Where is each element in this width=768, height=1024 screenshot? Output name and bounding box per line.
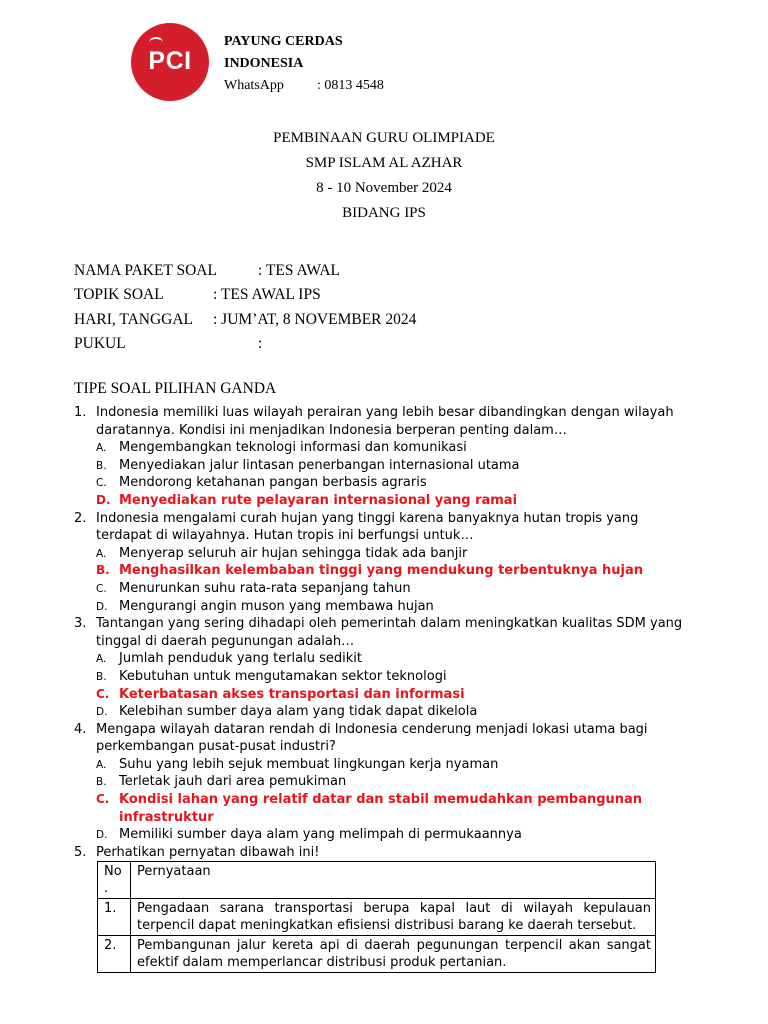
option-letter: A. — [96, 758, 107, 771]
question-number: 2. — [74, 510, 87, 526]
table-cell-no: 2. — [98, 936, 131, 973]
option-b — [96, 457, 694, 475]
title-subject: BIDANG IPS — [342, 205, 426, 221]
pci-logo — [131, 23, 209, 101]
section-title: TIPE SOAL PILIHAN GANDA — [74, 380, 277, 397]
option-text: Mengembangkan teknologi informasi dan komunikasi — [119, 440, 467, 456]
option-b — [96, 668, 694, 686]
table-cell-statement: Pengadaan sarana transportasi berupa kapal laut di wilayah kepulauan terpencil dapat meningkatkan efisiensi distribusi barang ke daerah tersebut. — [131, 899, 656, 936]
table-cell-no: 1. — [98, 899, 131, 936]
meta-value: : — [258, 334, 263, 352]
option-letter: B. — [96, 776, 107, 789]
option-letter: C. — [96, 686, 110, 701]
meta-key: HARI, TANGGAL — [74, 310, 194, 328]
question-number: 3. — [74, 616, 87, 632]
option-c — [96, 474, 694, 492]
question-5 — [74, 844, 694, 862]
question-1 — [74, 404, 694, 510]
option-letter: D. — [96, 706, 108, 719]
option-text: Mendorong ketahanan pangan berbasis agraris — [119, 475, 427, 491]
option-b — [96, 773, 694, 791]
option-text: Menyerap seluruh air hujan sehingga tidak ada banjir — [119, 545, 468, 561]
option-text: Menghasilkan kelembaban tinggi yang mendukung terbentuknya hujan — [119, 563, 644, 579]
option-letter: C. — [96, 477, 107, 490]
option-text: Memiliki sumber daya alam yang melimpah di permukaannya — [119, 827, 522, 843]
question-4 — [74, 721, 694, 844]
option-text: Menyediakan rute pelayaran internasional yang ramai — [119, 492, 518, 508]
option-text: Kondisi lahan yang relatif datar dan stabil memudahkan pembangunan infrastruktur — [119, 792, 643, 825]
statement-table — [97, 861, 656, 973]
option-letter: B. — [96, 670, 107, 683]
meta-value: : TES AWAL IPS — [213, 286, 321, 304]
question-number: 4. — [74, 721, 87, 737]
question-2 — [74, 510, 694, 616]
option-c-answer — [96, 686, 694, 704]
option-letter: B. — [96, 563, 110, 578]
table-header-statement: Pernyataan — [131, 862, 656, 899]
option-letter: A. — [96, 442, 107, 455]
option-text: Jumlah penduduk yang terlalu sedikit — [119, 651, 362, 667]
option-d — [96, 826, 694, 844]
option-letter: A. — [96, 653, 107, 666]
title-school: SMP ISLAM AL AZHAR — [305, 155, 463, 171]
title-date: 8 - 10 November 2024 — [316, 180, 452, 196]
option-letter: C. — [96, 792, 110, 807]
question-text: Tantangan yang sering dihadapi oleh pemerintah dalam meningkatkan kualitas SDM yang tinggal di daerah pegunungan adalah… — [96, 616, 683, 649]
option-text: Kelebihan sumber daya alam yang tidak dapat dikelola — [119, 704, 478, 720]
question-number: 1. — [74, 405, 87, 420]
whatsapp-line — [224, 75, 384, 97]
meta-key: NAMA PAKET SOAL — [74, 262, 217, 279]
option-letter: A. — [96, 547, 107, 560]
option-b-answer — [96, 562, 694, 580]
title-program: PEMBINAAN GURU OLIMPIADE — [273, 130, 495, 146]
table-header-no: No . — [98, 862, 131, 899]
meta-value: : JUM’AT, 8 NOVEMBER 2024 — [213, 310, 417, 328]
question-3 — [74, 615, 694, 721]
option-text: Mengurangi angin muson yang membawa hujan — [119, 598, 434, 614]
option-text: Terletak jauh dari area pemukiman — [119, 774, 347, 790]
option-a — [96, 650, 694, 668]
option-letter: C. — [96, 582, 107, 595]
option-letter: D. — [96, 600, 108, 613]
org-name-line1: PAYUNG CERDAS — [224, 34, 343, 49]
table-header-row — [98, 862, 656, 899]
question-text: Perhatikan pernyatan dibawah ini! — [96, 844, 320, 860]
logo-text: PCI — [148, 47, 192, 75]
option-letter: D. — [96, 829, 108, 842]
option-a — [96, 545, 694, 563]
option-letter: B. — [96, 459, 107, 472]
question-list — [74, 404, 694, 973]
question-number: 5. — [74, 844, 87, 860]
question-text: Indonesia memiliki luas wilayah perairan yang lebih besar dibandingkan dengan wilayah daratannya. Kondisi ini menjadikan Indonesia berperan penting dalam… — [96, 405, 674, 438]
option-c-answer — [96, 791, 694, 826]
meta-value: : TES AWAL — [258, 262, 341, 279]
whatsapp-number: : 0813 4548 — [317, 78, 384, 93]
option-a — [96, 756, 694, 774]
option-d — [96, 598, 694, 616]
option-text: Menurunkan suhu rata-rata sepanjang tahun — [119, 580, 411, 596]
option-d-answer — [96, 492, 694, 510]
option-d — [96, 703, 694, 721]
table-row — [98, 936, 656, 973]
document-title-block — [0, 126, 768, 226]
meta-key: PUKUL — [74, 334, 126, 352]
table-cell-statement: Pembangunan jalur kereta api di daerah pegunungan terpencil akan sangat efektif dalam memperlancar distribusi produk pertanian. — [131, 936, 656, 973]
meta-key: TOPIK SOAL — [74, 286, 164, 304]
option-text: Keterbatasan akses transportasi dan informasi — [119, 686, 465, 702]
table-row — [98, 899, 656, 936]
option-text: Suhu yang lebih sejuk membuat lingkungan kerja nyaman — [119, 756, 499, 772]
question-text: Indonesia mengalami curah hujan yang tinggi karena banyaknya hutan tropis yang terdapat di wilayahnya. Hutan tropis ini berfungsi untuk… — [96, 510, 639, 544]
option-text: Kebutuhan untuk mengutamakan sektor teknologi — [119, 668, 447, 684]
whatsapp-label: WhatsApp — [224, 78, 284, 93]
option-a — [96, 439, 694, 457]
question-text: Mengapa wilayah dataran rendah di Indonesia cenderung menjadi lokasi utama bagi perkembangan pusat-pusat industri? — [96, 721, 648, 755]
option-letter: D. — [96, 492, 111, 507]
option-c — [96, 580, 694, 598]
org-name-line2: INDONESIA — [224, 56, 304, 71]
organization-block — [224, 31, 384, 97]
option-text: Menyediakan jalur lintasan penerbangan internasional utama — [119, 457, 520, 473]
